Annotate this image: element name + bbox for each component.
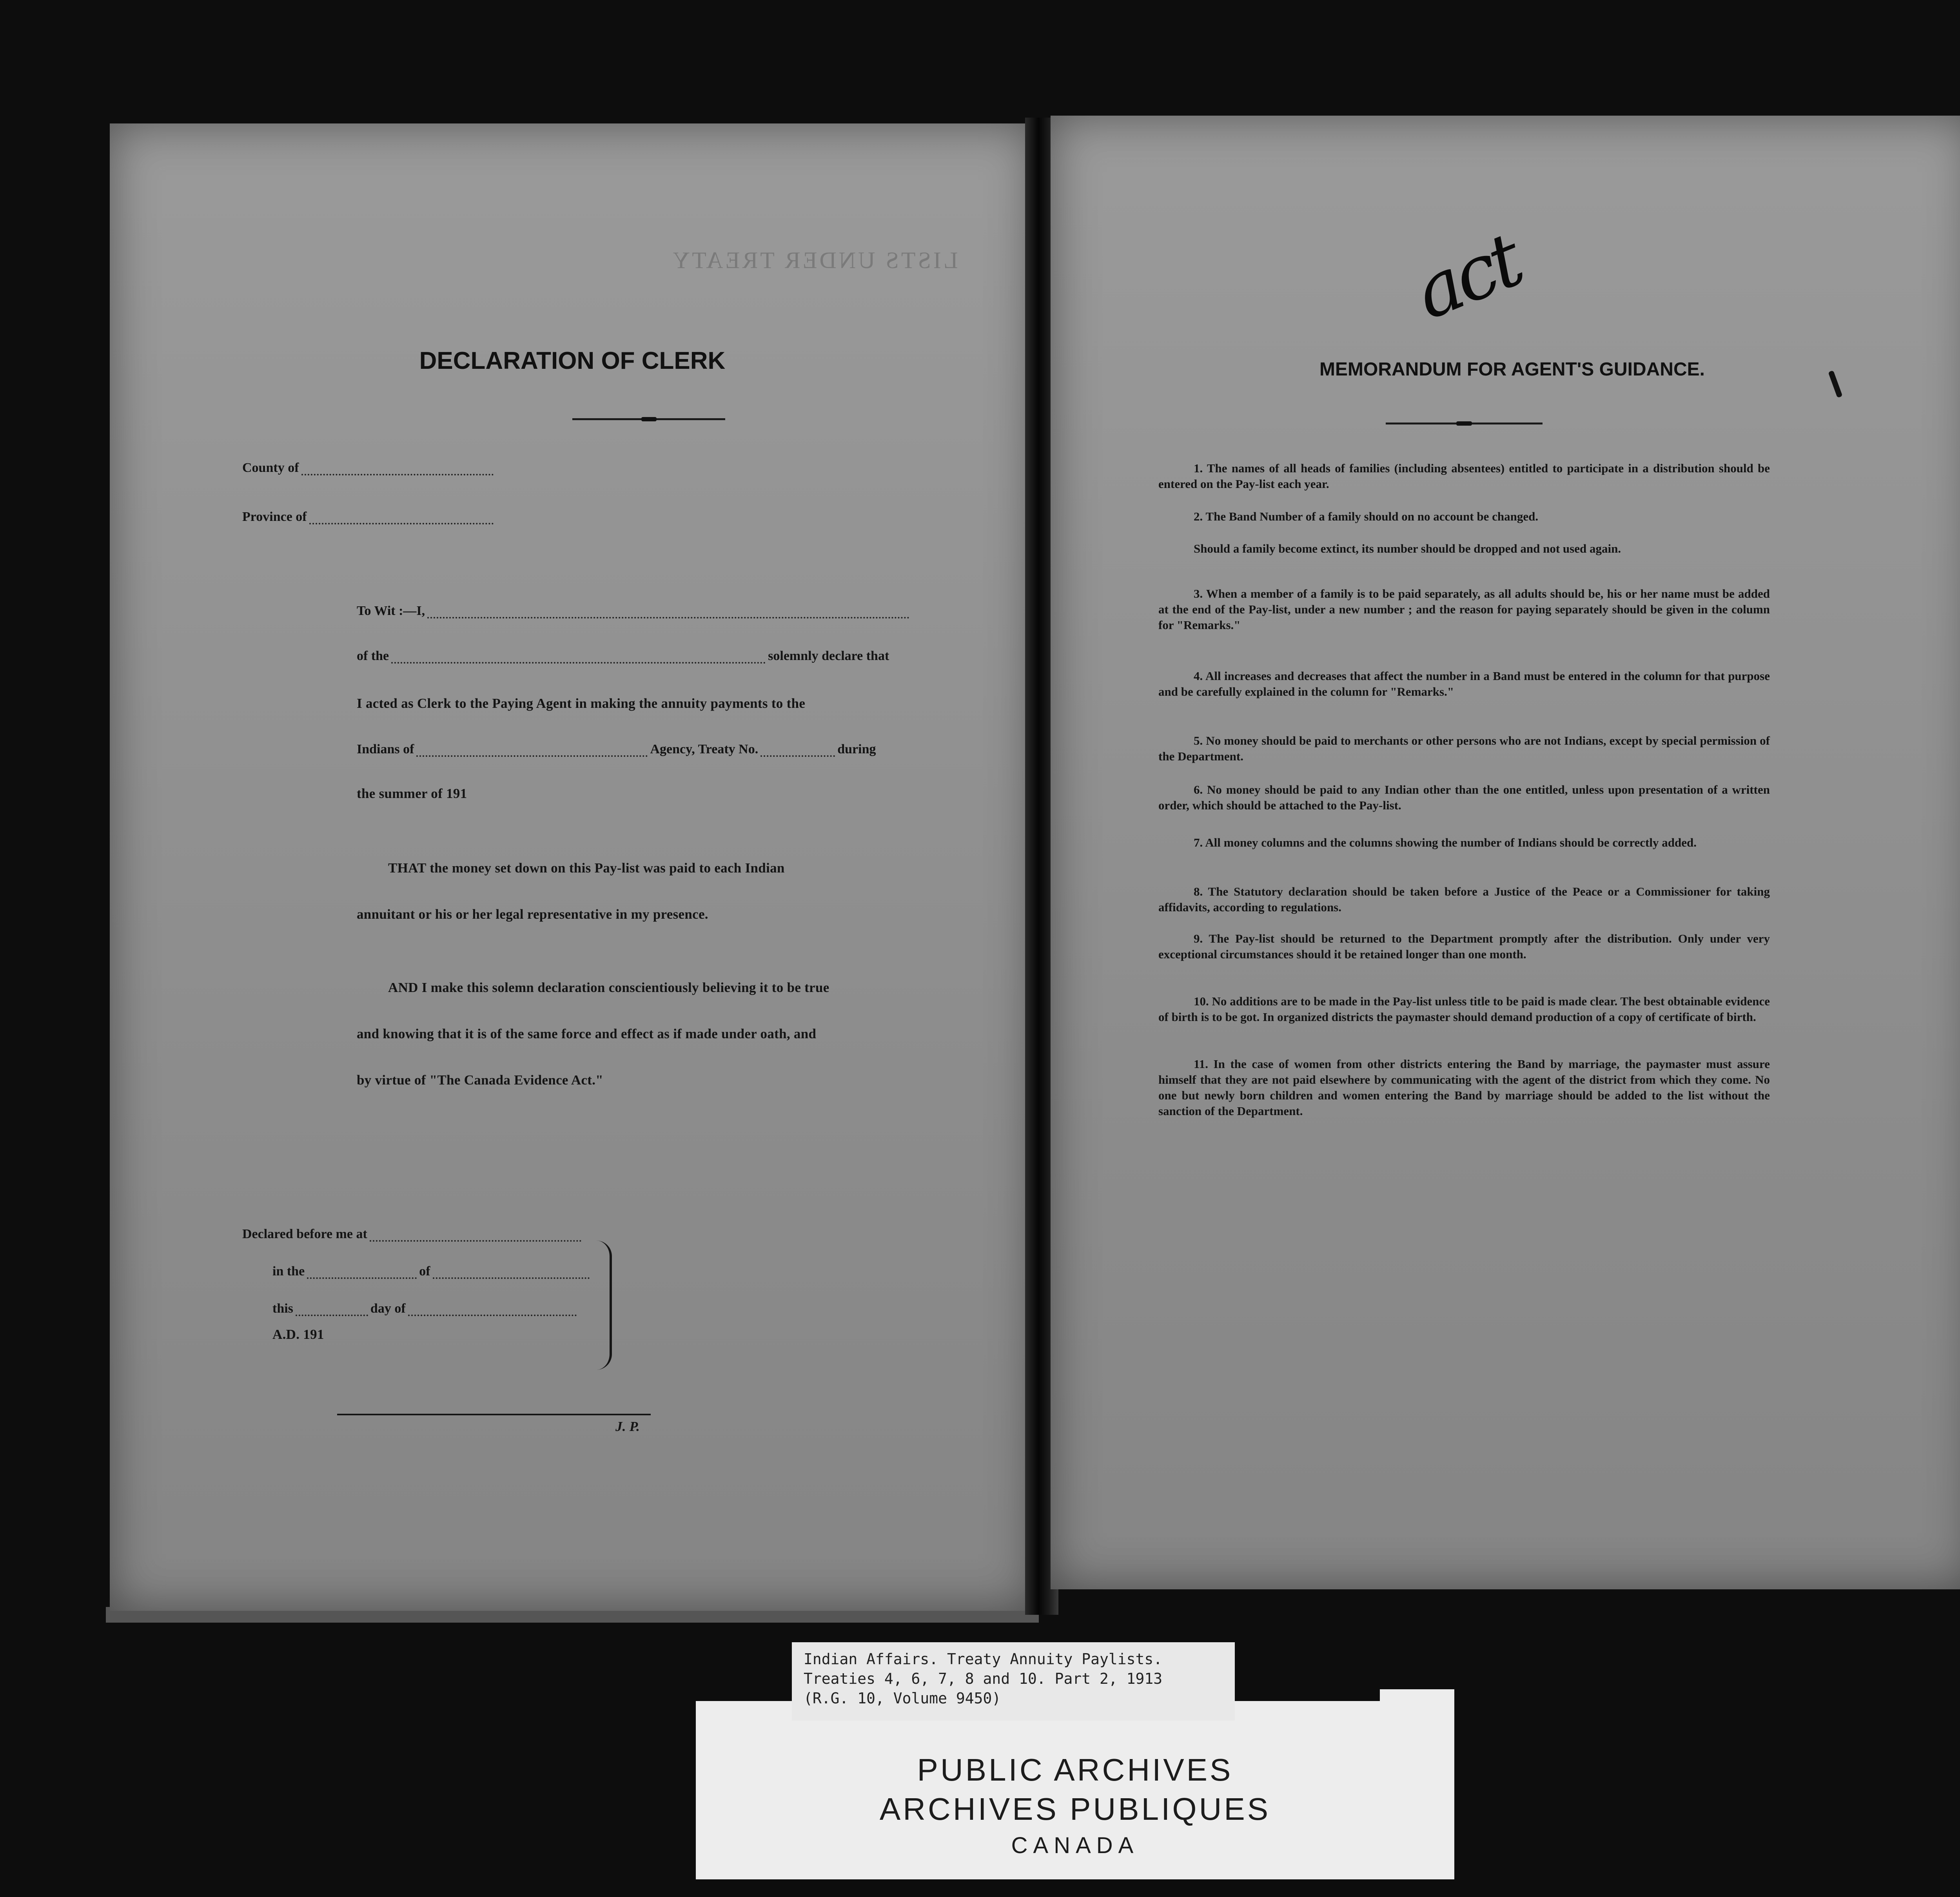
title-divider: [572, 418, 725, 420]
of-the-label: of the: [357, 649, 389, 663]
this-blank: [296, 1304, 368, 1316]
right-page-memorandum: [1051, 116, 1960, 1589]
memo-item-2: 2. The Band Number of a family should on no account be changed.: [1194, 510, 1539, 523]
in-the-field: [272, 1264, 592, 1279]
solemnly-declare-text: solemnly declare that: [768, 649, 889, 663]
declared-before-label: Declared before me at: [242, 1227, 367, 1241]
memo-item-2b: Should a family become extinct, its number should be dropped and not used again.: [1194, 542, 1621, 555]
of-the-blank: [391, 651, 766, 664]
to-wit-field: [357, 604, 912, 618]
memo-item-5: 5. No money should be paid to merchants or other persons who are not Indians, except by special permission of the Department.: [1158, 734, 1770, 763]
of-the-field: [357, 649, 889, 664]
agency-treaty-label: Agency, Treaty No.: [650, 742, 759, 756]
memo-item-8: 8. The Statutory declaration should be taken before a Justice of the Peace or a Commissioner for taking affidavits, according to regulations.: [1158, 885, 1770, 914]
province-label: Province of: [242, 510, 307, 524]
memo-item-7: 7. All money columns and the columns showing the number of Indians should be correctly added.: [1194, 836, 1697, 849]
memo-item-10: 10. No additions are to be made in the Pay-list unless title to be paid is made clear. The best obtainable evidence of birth is to be got. In organized districts the paymaster should demand production of a copy of certificate of birth.: [1158, 994, 1770, 1024]
paragraph1-line2: annuitant or his or her legal representative in my presence.: [357, 907, 708, 922]
archive-label-tab: [1380, 1689, 1454, 1705]
province-blank: [309, 512, 494, 524]
left-page-declaration: [110, 123, 1035, 1611]
in-the-label: in the: [272, 1264, 305, 1279]
stamp-archives-publiques: ARCHIVES PUBLIQUES: [879, 1792, 1271, 1826]
indians-of-blank: [416, 744, 648, 757]
bleed-through-text: LISTS UNDER TREATY: [670, 247, 958, 273]
memo-item-11: 11. In the case of women from other districts entering the Band by marriage, the paymaster must assure himself that they are not paid elsewhere by communicating with the agent of the district from which they come. No one but newly born children and women entering the Band by marriage should be added to the list without the sanction of the Department.: [1158, 1057, 1770, 1118]
memorandum-divider: [1386, 423, 1543, 424]
county-field: [242, 461, 496, 475]
this-day-field: [272, 1301, 579, 1316]
stamp-public-archives: PUBLIC ARCHIVES: [917, 1752, 1233, 1787]
declared-at-blank: [370, 1229, 581, 1242]
declaration-brace: [594, 1240, 612, 1370]
stamp-canada: CANADA: [1011, 1833, 1139, 1858]
memo-item-1: 1. The names of all heads of families (including absentees) entitled to participate in a distribution should be entered on the Pay-list each year.: [1158, 461, 1770, 491]
indians-of-field: [357, 742, 876, 757]
of-blank: [433, 1266, 590, 1279]
archive-reference-slip: [792, 1642, 1235, 1721]
county-blank: [301, 463, 494, 475]
of-label: of: [419, 1264, 430, 1279]
paragraph2-line3: by virtue of "The Canada Evidence Act.": [357, 1072, 604, 1088]
day-of-label: day of: [370, 1301, 406, 1316]
archive-stamp-card: [696, 1701, 1454, 1879]
paragraph1-line1: THAT the money set down on this Pay-list was paid to each Indian: [388, 860, 785, 876]
paragraph2-line1: AND I make this solemn declaration conscientiously believing it to be true: [388, 980, 829, 995]
handwritten-annotation: act: [1403, 217, 1532, 336]
declared-before-field: [242, 1227, 584, 1242]
memorandum-title: MEMORANDUM FOR AGENT'S GUIDANCE.: [1319, 359, 1705, 380]
indians-of-label: Indians of: [357, 742, 414, 756]
memo-item-3: 3. When a member of a family is to be paid separately, as all adults should be, his or her name must be added at the end of the Pay-list, under a new number ; and the reason for paying separately should be given in the column for "Remarks.": [1158, 587, 1770, 632]
day-of-blank: [408, 1304, 577, 1316]
jp-signature-line: [337, 1414, 651, 1415]
memo-item-9: 9. The Pay-list should be returned to the Department promptly after the distribution. Only under very exceptional circumstances should it be retained longer than one month.: [1158, 932, 1770, 961]
to-wit-label: To Wit :—I,: [357, 604, 425, 618]
name-blank: [427, 606, 909, 618]
during-label: during: [837, 742, 876, 756]
ad-year-label: A.D. 191: [272, 1327, 324, 1342]
reference-line-3: (R.G. 10, Volume 9450): [804, 1690, 1001, 1707]
in-the-blank: [307, 1266, 417, 1279]
summer-line: the summer of 191: [357, 786, 467, 801]
paragraph2-line2: and knowing that it is of the same force and effect as if made under oath, and: [357, 1026, 817, 1041]
reference-line-1: Indian Affairs. Treaty Annuity Paylists.: [804, 1650, 1163, 1668]
memo-item-4: 4. All increases and decreases that affect the number in a Band must be entered in the column for that purpose and be carefully explained in the column for "Remarks.": [1158, 669, 1770, 698]
declaration-title: DECLARATION OF CLERK: [419, 347, 726, 374]
province-field: [242, 510, 496, 524]
jp-label: J. P.: [615, 1419, 640, 1434]
reference-line-2: Treaties 4, 6, 7, 8 and 10. Part 2, 1913: [804, 1670, 1163, 1687]
this-label: this: [272, 1301, 293, 1316]
treaty-no-blank: [760, 744, 835, 757]
acted-as-clerk-line: I acted as Clerk to the Paying Agent in making the annuity payments to the: [357, 696, 806, 711]
memo-item-6: 6. No money should be paid to any Indian other than the one entitled, unless upon presentation of a written order, which should be attached to the Pay-list.: [1158, 783, 1770, 812]
county-label: County of: [242, 461, 299, 475]
